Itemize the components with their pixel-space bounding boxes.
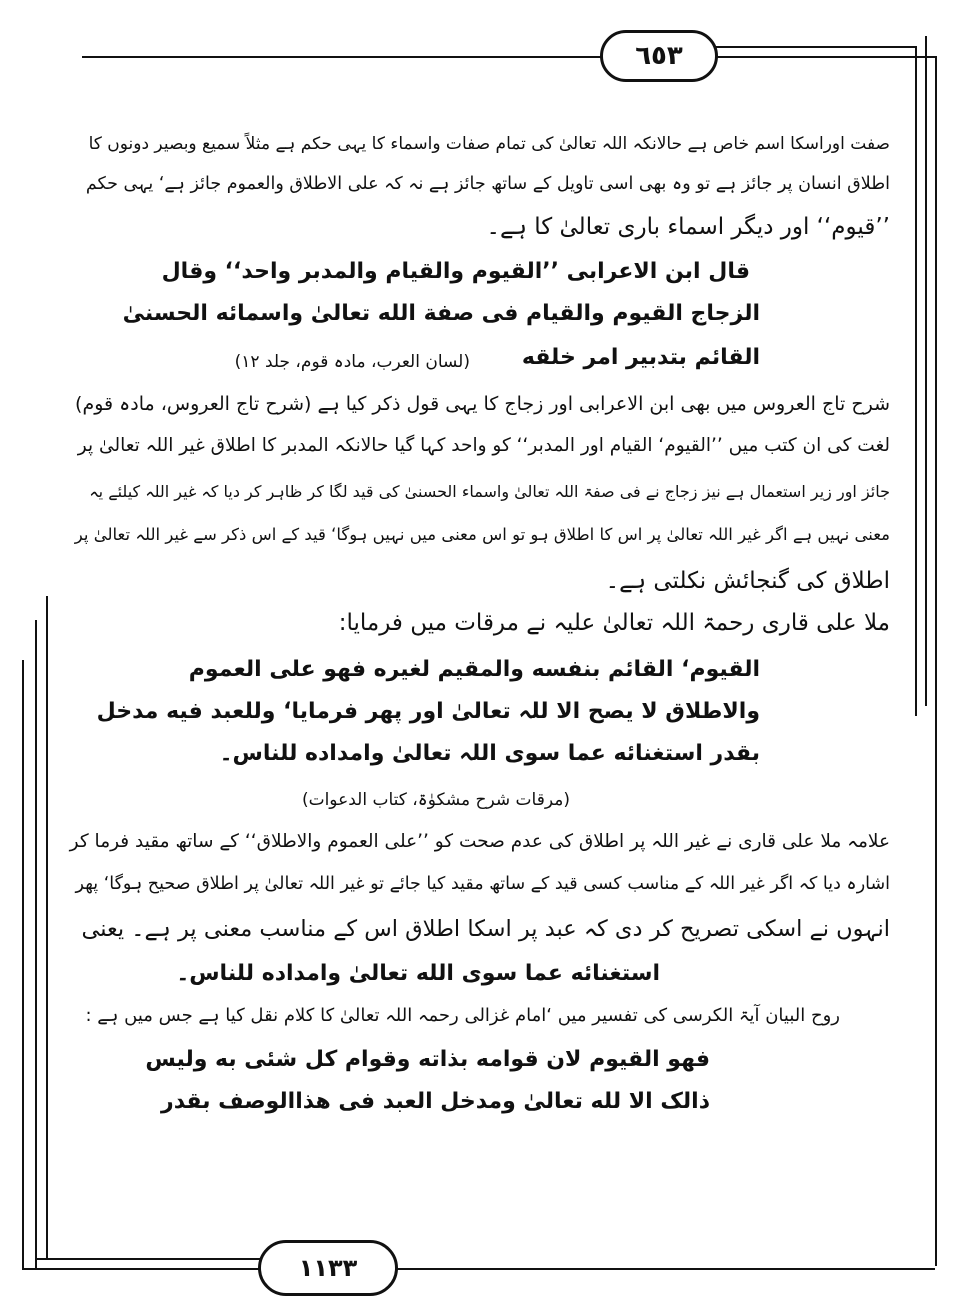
text-line: روح البیان آیۃ الکرسی کی تفسیر میں ‘امام غزالی رحمہ اللہ تعالیٰ کا کلام نقل کیا ہے جس میں ہے :: [85, 1005, 840, 1026]
right-border-middle: [915, 46, 917, 716]
arabic-quote-line: الزجاج القیوم والقیام فی صفة الله تعالیٰ واسمائه الحسنیٰ: [122, 301, 760, 326]
right-border-outer: [935, 56, 937, 1266]
bottom-border-line-right: [395, 1268, 935, 1270]
top-border-line-right-2: [715, 46, 915, 48]
arabic-quote-line: بقدر استغنائه عما سوی اللہ تعالیٰ وامداده للناس۔: [219, 741, 760, 766]
bottom-border-line-left-2: [35, 1258, 260, 1260]
bottom-border-line-left: [22, 1268, 262, 1270]
left-border-middle: [35, 620, 37, 1270]
text-line: معنی نہیں ہے اگر غیر اللہ تعالیٰ پر اس کا اطلاق ہو تو اس معنی میں نہیں ہوگا‘ قید کے اس ذکر سے غیر اللہ تعالیٰ پر: [74, 525, 890, 544]
page-number-bottom-text: ١١٣٣: [298, 1254, 358, 1282]
text-line: شرح تاج العروس میں بھی ابن الاعرابی اور زجاج کا یہی قول ذکر کیا ہے (شرح تاج العروس، مادہ قوم): [75, 393, 890, 415]
page-number-bottom: [258, 1240, 398, 1296]
top-border-line-right: [715, 56, 935, 58]
left-border-outer: [22, 660, 24, 1270]
arabic-quote-line: قال ابن الاعرابی ’’القیوم والقیام والمدبر واحد‘‘ وقال: [161, 259, 750, 284]
page-number-top-text: ٦٥٣: [635, 41, 683, 71]
text-line: اشارہ دیا کہ اگر غیر اللہ کے مناسب کسی قید کے ساتھ مقید کیا جائے تو غیر اللہ تعالیٰ پر اطلاق صحیح ہوگا‘ پھر: [75, 874, 890, 894]
top-border-line: [82, 56, 602, 58]
text-line: لغت کی ان کتب میں ’’القیوم‘ القیام اور المدبر‘‘ کو واحد کہا گیا حالانکہ المدبر کا اطلاق غیر اللہ تعالیٰ پر: [77, 435, 890, 456]
text-line: ملا علی قاری رحمۃ اللہ تعالیٰ علیہ نے مرقات میں فرمایا:: [338, 610, 890, 636]
reference-citation: (لسان العرب، مادہ قوم، جلد ۱۲): [234, 352, 470, 372]
text-line: اطلاق کی گنجائش نکلتی ہے۔: [605, 568, 890, 594]
arabic-quote-line: استغنائه عما سوی الله تعالیٰ وامداده للناس۔: [176, 961, 660, 986]
arabic-quote-line: ذالک الا لله تعالیٰ ومدخل العبد فی هذاالوصف بقدر: [161, 1089, 710, 1114]
arabic-quote-line: القائم بتدبیر امر خلقه: [521, 345, 760, 370]
text-line: انہوں نے اسکی تصریح کر دی کہ عبد پر اسکا اطلاق اس کے مناسب معنی پر ہے۔ یعنی: [81, 916, 890, 942]
arabic-quote-line: فهو القیوم لان قوامه بذاته وقوام کل شئی به ولیس: [145, 1047, 710, 1072]
page-number-top: [600, 30, 718, 82]
arabic-quote-line: القیوم‘ القائم بنفسه والمقیم لغیره فهو علی العموم: [188, 657, 760, 682]
text-line: علامہ ملا علی قاری نے غیر اللہ پر اطلاق کی عدم صحت کو ’’علی العموم والاطلاق‘‘ کے ساتھ مقید فرما کر: [69, 831, 890, 852]
text-line: صفت اوراسکا اسم خاص ہے حالانکہ اللہ تعالیٰ کی تمام صفات واسماء کا یہی حکم ہے مثلاً سمیع وبصیر دونوں کا: [88, 134, 890, 154]
left-border-inner: [46, 596, 48, 1258]
reference-citation: (مرقات شرح مشکوٰۃ، کتاب الدعوات): [301, 790, 570, 810]
text-line: ’’قیوم‘‘ اور دیگر اسماء باری تعالیٰ کا ہے۔: [486, 214, 890, 240]
text-line: جائز اور زیر استعمال ہے نیز زجاج نے فی صفۃ اللہ تعالیٰ واسماء الحسنیٰ کی قید لگا کر ظاہر کر دیا کہ غیر اللہ کیلئے یہ: [89, 482, 890, 501]
arabic-quote-line: والاطلاق لا یصح الا للہ تعالیٰ اور پھر فرمایا‘ وللعبد فیه مدخل: [96, 699, 760, 724]
right-border-inner: [925, 36, 927, 706]
text-line: اطلاق انسان پر جائز ہے تو وہ بھی اسی تاویل کے ساتھ جائز ہے نہ کہ علی الاطلاق والعموم جائز ہے‘ یہی حکم: [85, 174, 890, 194]
